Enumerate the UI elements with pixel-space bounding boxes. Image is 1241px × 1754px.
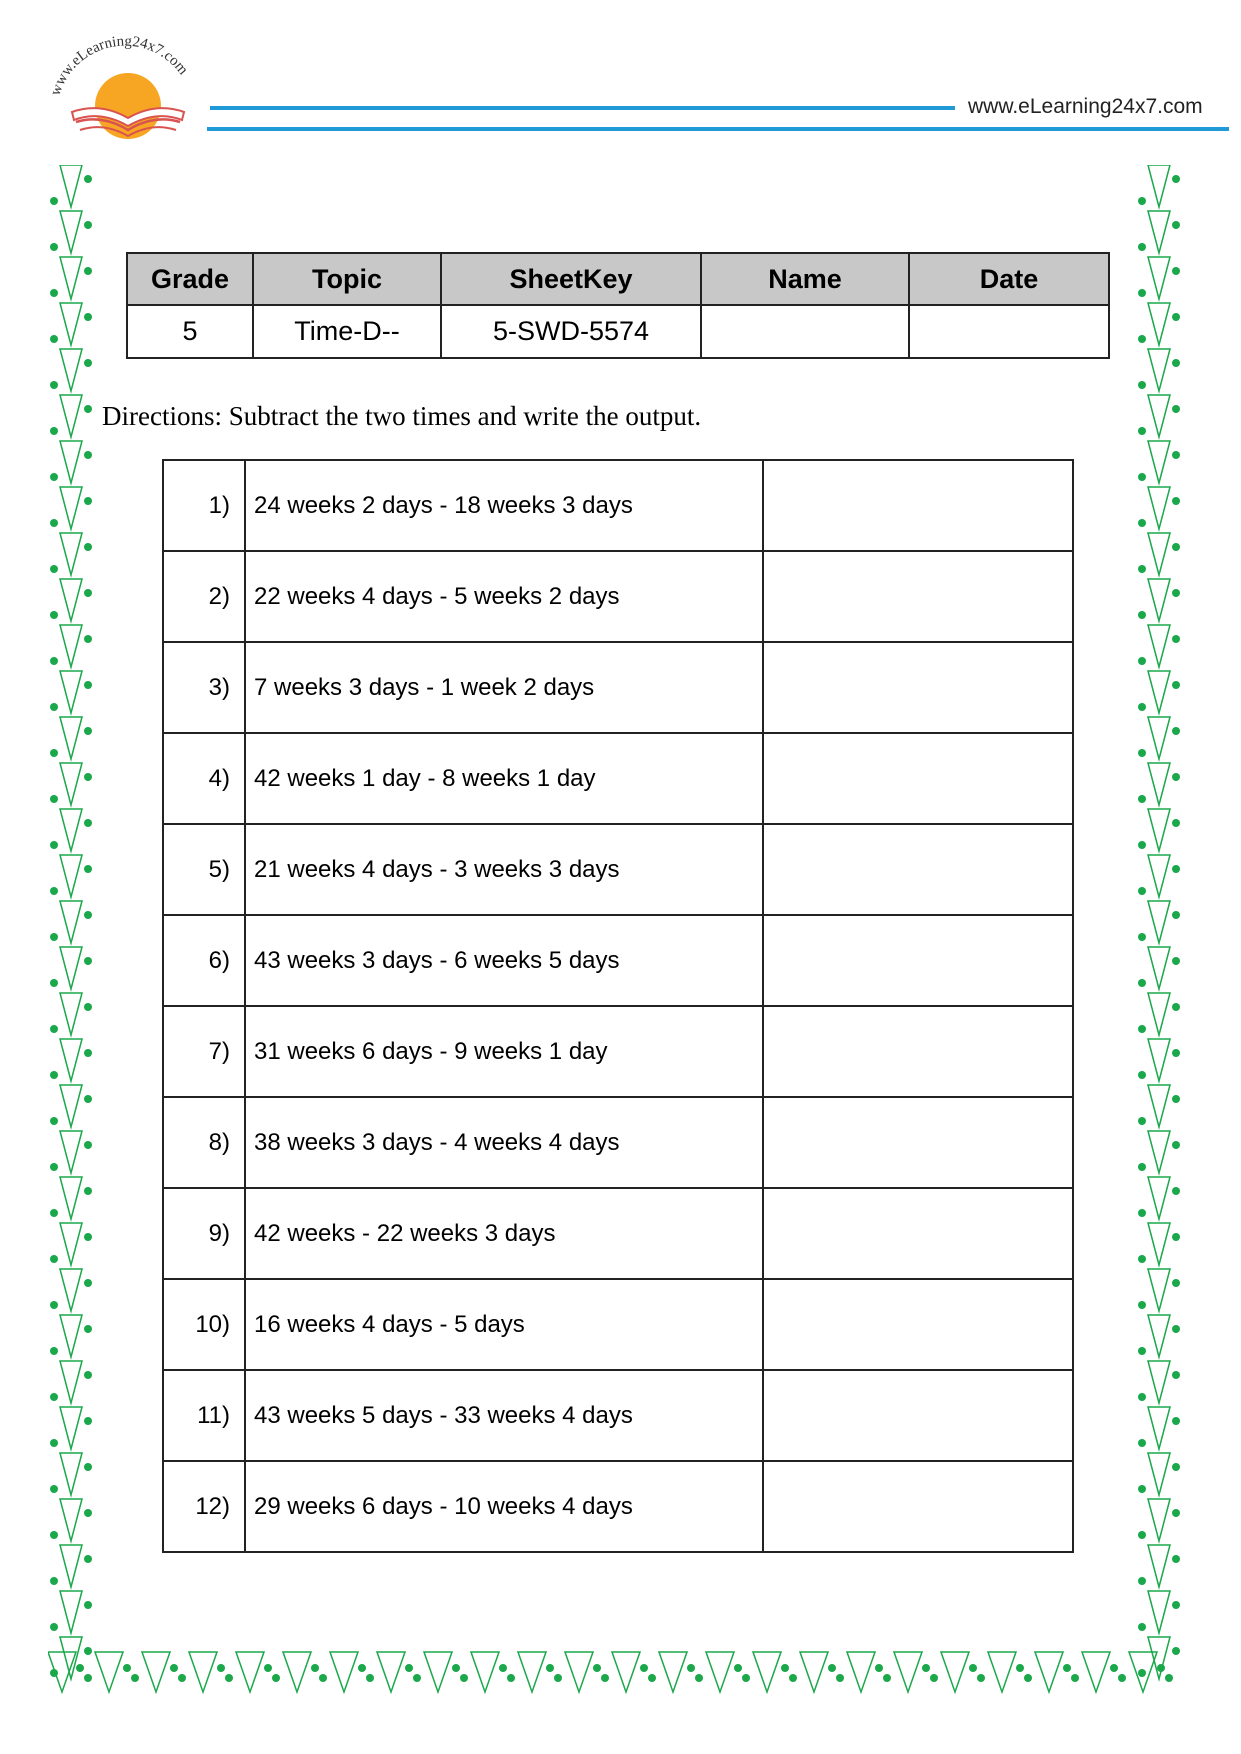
- question-number: 3): [163, 642, 245, 733]
- question-expression: 16 weeks 4 days - 5 days: [245, 1279, 763, 1370]
- topic-value: Time-D--: [253, 305, 441, 358]
- table-row: [163, 642, 1073, 733]
- bottom-border-decoration: [48, 1648, 1188, 1700]
- question-expression: 43 weeks 3 days - 6 weeks 5 days: [245, 915, 763, 1006]
- grade-header: Grade: [127, 253, 253, 305]
- question-expression: 21 weeks 4 days - 3 weeks 3 days: [245, 824, 763, 915]
- answer-cell[interactable]: [763, 551, 1073, 642]
- answer-cell[interactable]: [763, 642, 1073, 733]
- answer-cell[interactable]: [763, 1370, 1073, 1461]
- question-expression: 22 weeks 4 days - 5 weeks 2 days: [245, 551, 763, 642]
- question-expression: 24 weeks 2 days - 18 weeks 3 days: [245, 460, 763, 551]
- table-row: [163, 1188, 1073, 1279]
- table-row: [163, 1279, 1073, 1370]
- table-row: [163, 1006, 1073, 1097]
- question-number: 10): [163, 1279, 245, 1370]
- questions-table: [162, 459, 1074, 1553]
- answer-cell[interactable]: [763, 1097, 1073, 1188]
- table-row: [163, 1370, 1073, 1461]
- question-number: 6): [163, 915, 245, 1006]
- answer-cell[interactable]: [763, 1006, 1073, 1097]
- header-rule-top: [210, 106, 955, 110]
- sheetkey-header: SheetKey: [441, 253, 701, 305]
- answer-cell[interactable]: [763, 1461, 1073, 1552]
- question-number: 4): [163, 733, 245, 824]
- directions-text: Directions: Subtract the two times and write the output.: [102, 401, 702, 431]
- elearning-logo: [40, 22, 210, 147]
- date-header: Date: [909, 253, 1109, 305]
- name-header: Name: [701, 253, 909, 305]
- table-row: [163, 1097, 1073, 1188]
- question-number: 12): [163, 1461, 245, 1552]
- left-border-decoration: [48, 165, 98, 1685]
- question-expression: 43 weeks 5 days - 33 weeks 4 days: [245, 1370, 763, 1461]
- answer-cell[interactable]: [763, 460, 1073, 551]
- topic-header: Topic: [253, 253, 441, 305]
- header-rule-bottom: [207, 127, 1229, 131]
- question-number: 8): [163, 1097, 245, 1188]
- question-number: 5): [163, 824, 245, 915]
- question-number: 9): [163, 1188, 245, 1279]
- logo-arc-text: www.eLearning24x7.com: [47, 33, 191, 98]
- question-expression: 38 weeks 3 days - 4 weeks 4 days: [245, 1097, 763, 1188]
- date-field[interactable]: [909, 305, 1109, 358]
- table-row: [163, 915, 1073, 1006]
- table-row: [163, 551, 1073, 642]
- grade-value: 5: [127, 305, 253, 358]
- answer-cell[interactable]: [763, 915, 1073, 1006]
- answer-cell[interactable]: [763, 1188, 1073, 1279]
- answer-cell[interactable]: [763, 1279, 1073, 1370]
- right-border-decoration: [1136, 165, 1186, 1685]
- question-number: 7): [163, 1006, 245, 1097]
- site-url[interactable]: www.eLearning24x7.com: [968, 95, 1203, 118]
- question-number: 1): [163, 460, 245, 551]
- name-field[interactable]: [701, 305, 909, 358]
- question-expression: 7 weeks 3 days - 1 week 2 days: [245, 642, 763, 733]
- answer-cell[interactable]: [763, 824, 1073, 915]
- question-number: 2): [163, 551, 245, 642]
- question-expression: 31 weeks 6 days - 9 weeks 1 day: [245, 1006, 763, 1097]
- question-expression: 42 weeks - 22 weeks 3 days: [245, 1188, 763, 1279]
- info-table: [126, 252, 1110, 359]
- answer-cell[interactable]: [763, 733, 1073, 824]
- table-row: [163, 460, 1073, 551]
- question-number: 11): [163, 1370, 245, 1461]
- sheetkey-value: 5-SWD-5574: [441, 305, 701, 358]
- table-row: [163, 1461, 1073, 1552]
- question-expression: 42 weeks 1 day - 8 weeks 1 day: [245, 733, 763, 824]
- table-row: [163, 824, 1073, 915]
- table-row: [163, 733, 1073, 824]
- question-expression: 29 weeks 6 days - 10 weeks 4 days: [245, 1461, 763, 1552]
